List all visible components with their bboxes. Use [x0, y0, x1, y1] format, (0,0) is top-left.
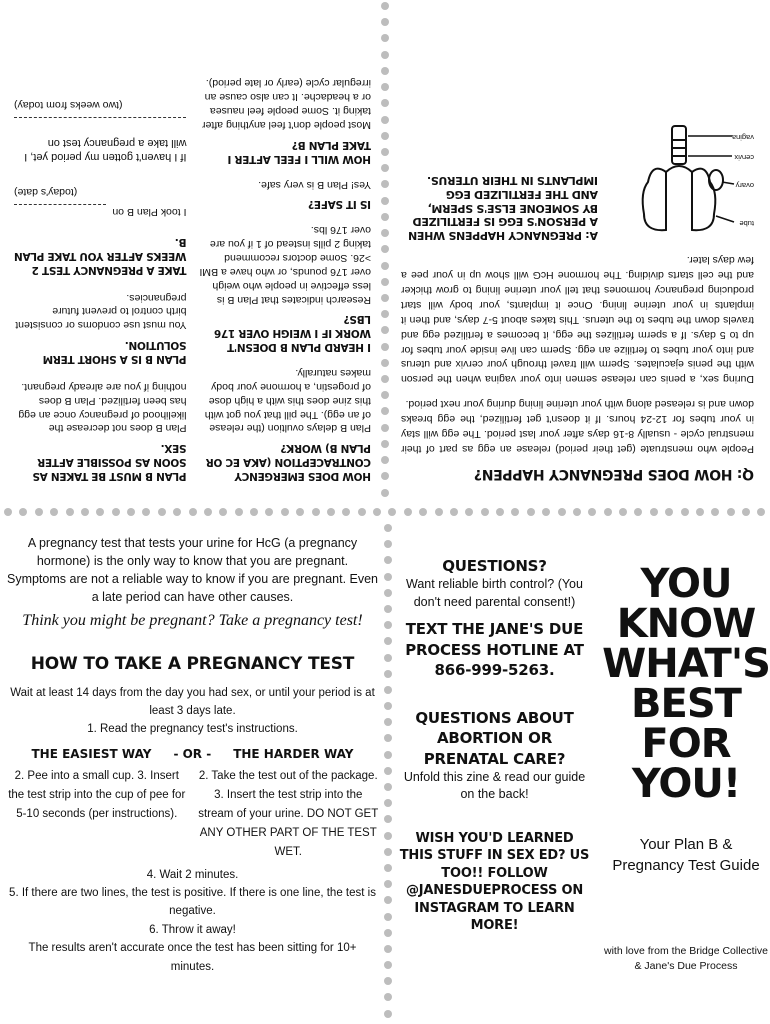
questions-text: Want reliable birth control? (You don't need parental consent!) — [406, 577, 583, 609]
must-take-title: PLAN B MUST BE TAKEN AS SOON AS POSSIBLE AFTER SEX. — [32, 442, 187, 482]
no-period-text: If I haven't gotten my period yet, I will take a pregnancy test on — [24, 136, 187, 164]
column-plan-b-facts — [199, 18, 372, 482]
must-take-body: Plan B does not decrease the likelihood of pregnancy once an egg has been fertilized. Plan B does nothing if you are already pregnant. — [18, 380, 187, 435]
diagram-label-cervix: cervix — [734, 153, 754, 163]
cover-subtitle: Your Plan B & Pregnancy Test Guide — [612, 836, 760, 874]
method-easy-label: THE EASIEST WAY — [31, 746, 152, 761]
step-4: 4. Wait 2 minutes. — [146, 868, 239, 881]
section-body-how-ec-works: Plan B delays ovultion (the release of an egg). The pill that you got with this zine does this with a high dose of progestin, a hormone your body makes naturally. — [204, 366, 371, 435]
hotline-text: TEXT THE JANE'S DUE PROCESS HOTLINE AT 866-999-5263. — [405, 620, 584, 679]
diagram-label-tube: tube — [739, 219, 754, 229]
column-plan-b-warnings — [14, 18, 187, 482]
panel-pregnancy-test — [0, 520, 385, 1024]
sex-ed-callout: WISH YOU'D LEARNED THIS STUFF IN SEX ED? US TOO!! FOLLOW @JANESDUEPROCESS ON INSTAGRAM TO LEARN MORE! — [399, 830, 590, 934]
cover-credits: with love from the Bridge Collective & Jane's Due Process — [604, 945, 768, 973]
took-date-note: (today's date) — [14, 186, 78, 199]
short-term-body: You must use condoms or consistent birth control to prevent future pregnancies. — [15, 291, 187, 332]
wait-instruction: Wait at least 14 days from the day you had sex, or until your period is at least 3 days late. — [10, 686, 375, 718]
step-5: 5. If there are two lines, the test is positive. If there is one line, the test is negative. — [9, 887, 376, 918]
section-body-feel: Most people don't feel anything after taking it. Some people feel nausea or a headache. It can also cause an irregular cycle (early or late period). — [202, 77, 371, 131]
step-6: 6. Throw it away! — [149, 923, 236, 936]
panel-cover — [397, 520, 770, 1024]
panel-how-pregnancy-happens — [385, 0, 770, 500]
test-date-blank[interactable] — [14, 117, 187, 129]
short-term-title: PLAN B IS A SHORT TERM SOLUTION. — [43, 339, 187, 365]
method-steps — [6, 767, 379, 862]
pregnancy-test-prompt: Think you might be pregnant? Take a pregnancy test! — [22, 611, 363, 629]
took-date-blank[interactable] — [14, 204, 106, 216]
method-or-label: - OR - — [173, 746, 212, 761]
fold-line-horizontal — [0, 506, 770, 518]
step-1: 1. Read the pregnancy test's instructions. — [87, 723, 298, 736]
cover-column — [602, 561, 770, 974]
pregnancy-question: Q: HOW DOES PREGNANCY HAPPEN? — [474, 466, 754, 482]
section-title-feel: HOW WILL I FEEL AFTER I TAKE PLAN B? — [227, 138, 371, 165]
diagram-label-vagina: vagina — [731, 133, 754, 143]
diagram-label-ovary: ovary — [735, 181, 754, 191]
cover-title: YOU KNOW WHAT'S BEST FOR YOU! — [602, 561, 770, 807]
section-title-how-ec-works: HOW DOES EMERGENCY CONTRACEPTION (AKA EC OR PLAN B) WORK? — [206, 442, 371, 482]
test-date-field[interactable] — [14, 117, 187, 129]
took-plan-b-field[interactable] — [14, 204, 187, 218]
abortion-text: Unfold this zine & read our guide on the back! — [403, 769, 586, 802]
test-reminder-title: TAKE A PREGNANCY TEST 2 WEEKS AFTER YOU TAKE PLAN B. — [14, 235, 187, 276]
pregnancy-answer-block — [401, 122, 754, 242]
results-note: The results aren't accurate once the test has been sitting for 10+ minutes. — [28, 942, 357, 973]
reproductive-diagram-icon — [604, 122, 754, 242]
pregnancy-paragraph-2: During sex, a penis can release semen into your vagina when the person with the penis ejaculates. Sperm will travel through your cervix and uterus and into your tubes to fertilize an egg. Sperm can live inside your tubes for up to 5 days. If a sperm fertilizes the egg, it becomes a fertilized egg and travels down the tubes to the uterus. This takes about 5-7 days, and then it implants in your uterine lining. Once it implants, your body will start producing pregnancy hormones that tell your uterine lining to grow thicker and the cell starts dividing. The hormone HcG will show up in your pee a few days later. — [401, 254, 754, 386]
method-hard-label: THE HARDER WAY — [233, 746, 354, 761]
pregnancy-answer: A: PREGNANCY HAPPENS WHEN A PERSON'S EGG IS FERTILIZED BY SOMEONE ELSE'S SPERM, AND THE FERTILIZED EGG IMPLANTS IN THEIR UTERUS. — [408, 174, 598, 243]
pregnancy-test-intro: A pregnancy test that tests your urine for HcG (a pregnancy hormone) is the only way to know that you are pregnant. Symptoms are not a reliable way to know if you are pregnant. Even a late period can have other causes. — [6, 536, 379, 605]
abortion-title: QUESTIONS ABOUT ABORTION OR PRENATAL CARE? — [415, 709, 574, 768]
test-date-note: (two weeks from today) — [14, 99, 123, 112]
section-title-safe: IS IT SAFE? — [308, 198, 371, 211]
section-body-safe: Yes! Plan B is very safe. — [258, 178, 371, 191]
method-choice — [6, 747, 379, 761]
hard-steps: 2. Take the test out of the package. 3. Insert the test strip into the stream of your urine. DO NOT GET ANY OTHER PART OF THE TEST WET. — [198, 769, 379, 858]
panel-plan-b-faq — [0, 0, 385, 500]
took-plan-b-label: I took Plan B on — [112, 206, 187, 219]
section-title-weight: I HEARD PLAN B DOESN'T WORK IF I WEIGH OVER 176 LBS? — [214, 313, 371, 354]
pregnancy-paragraph-1: People who menstruate (get their period) release an egg as part of their menstrual cycle - usually 8-16 days after your last period. The egg will stay in your tubes for 12-24 hours. If it doesn't get fertilized, the egg breaks down and is released along with your uterine lining during your next period. — [401, 398, 754, 455]
section-body-weight: Research indicates that Plan B is less effective in people who weigh over 176 pounds, or who have a BMI >26. Some doctors recommend taking 2 pills instead of 1 if you are over 176 lbs. — [199, 224, 371, 306]
easy-steps: 2. Pee into a small cup. 3. Insert the test strip into the cup of pee for 5-10 seconds (per instructions). — [8, 769, 186, 820]
howto-title: HOW TO TAKE A PREGNANCY TEST — [30, 653, 355, 674]
questions-title: QUESTIONS? — [442, 557, 547, 575]
contact-column — [397, 556, 592, 935]
